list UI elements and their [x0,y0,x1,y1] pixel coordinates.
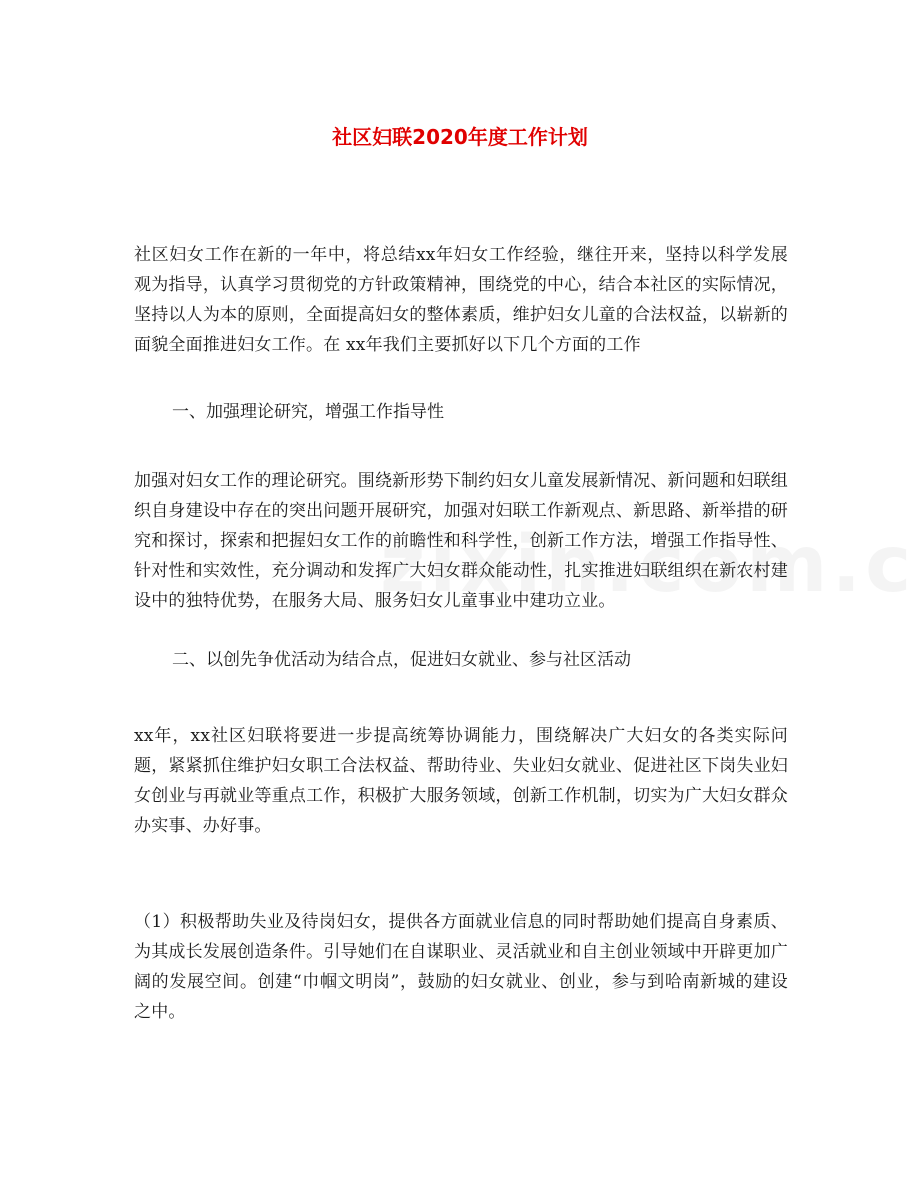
section-two-paragraph: xx年，xx社区妇联将要进一步提高统筹协调能力，围绕解决广大妇女的各类实际问题，紧紧抓住维护妇女职工合法权益、帮助待业、失业妇女就业、促进社区下岗失业妇女创业与再就业等重点工作，积极扩大服务领域，创新工作机制，切实为广大妇女群众办实事、办好事。 [134,726,788,836]
section-heading-two: 二、以创先争优活动为结合点，促进妇女就业、参与社区活动 [172,650,631,670]
section-one-paragraph: 加强对妇女工作的理论研究。围绕新形势下制约妇女儿童发展新情况、新问题和妇联组织自身建设中存在的突出问题开展研究，加强对妇联工作新观点、新思路、新举措的研究和探讨，探索和把握妇女工作的前瞻性和科学性，创新工作方法，增强工作指导性、针对性和实效性，充分调动和发挥广大妇女群众能动性，扎实推进妇联组织在新农村建设中的独特优势，在服务大局、服务妇女儿童事业中建功立业。 [134,471,788,611]
document-title: 社区妇联2020年度工作计划 [332,125,588,149]
intro-paragraph: 社区妇女工作在新的一年中，将总结xx年妇女工作经验，继往开来，坚持以科学发展观为指导，认真学习贯彻党的方针政策精神，围绕党的中心，结合本社区的实际情况，坚持以人为本的原则，全面提高妇女的整体素质，维护妇女儿童的合法权益，以崭新的面貌全面推进妇女工作。在 xx年我们主要抓好以下几个方面的工作 [134,245,788,355]
item-one-paragraph: （1）积极帮助失业及待岗妇女，提供各方面就业信息的同时帮助她们提高自身素质、为其成长发展创造条件。引导她们在自谋职业、灵活就业和自主创业领域中开辟更加广阔的发展空间。创建“巾帼文明岗”，鼓励的妇女就业、创业，参与到哈南新城的建设之中。 [134,912,788,1022]
section-heading-one: 一、加强理论研究，增强工作指导性 [172,402,444,422]
